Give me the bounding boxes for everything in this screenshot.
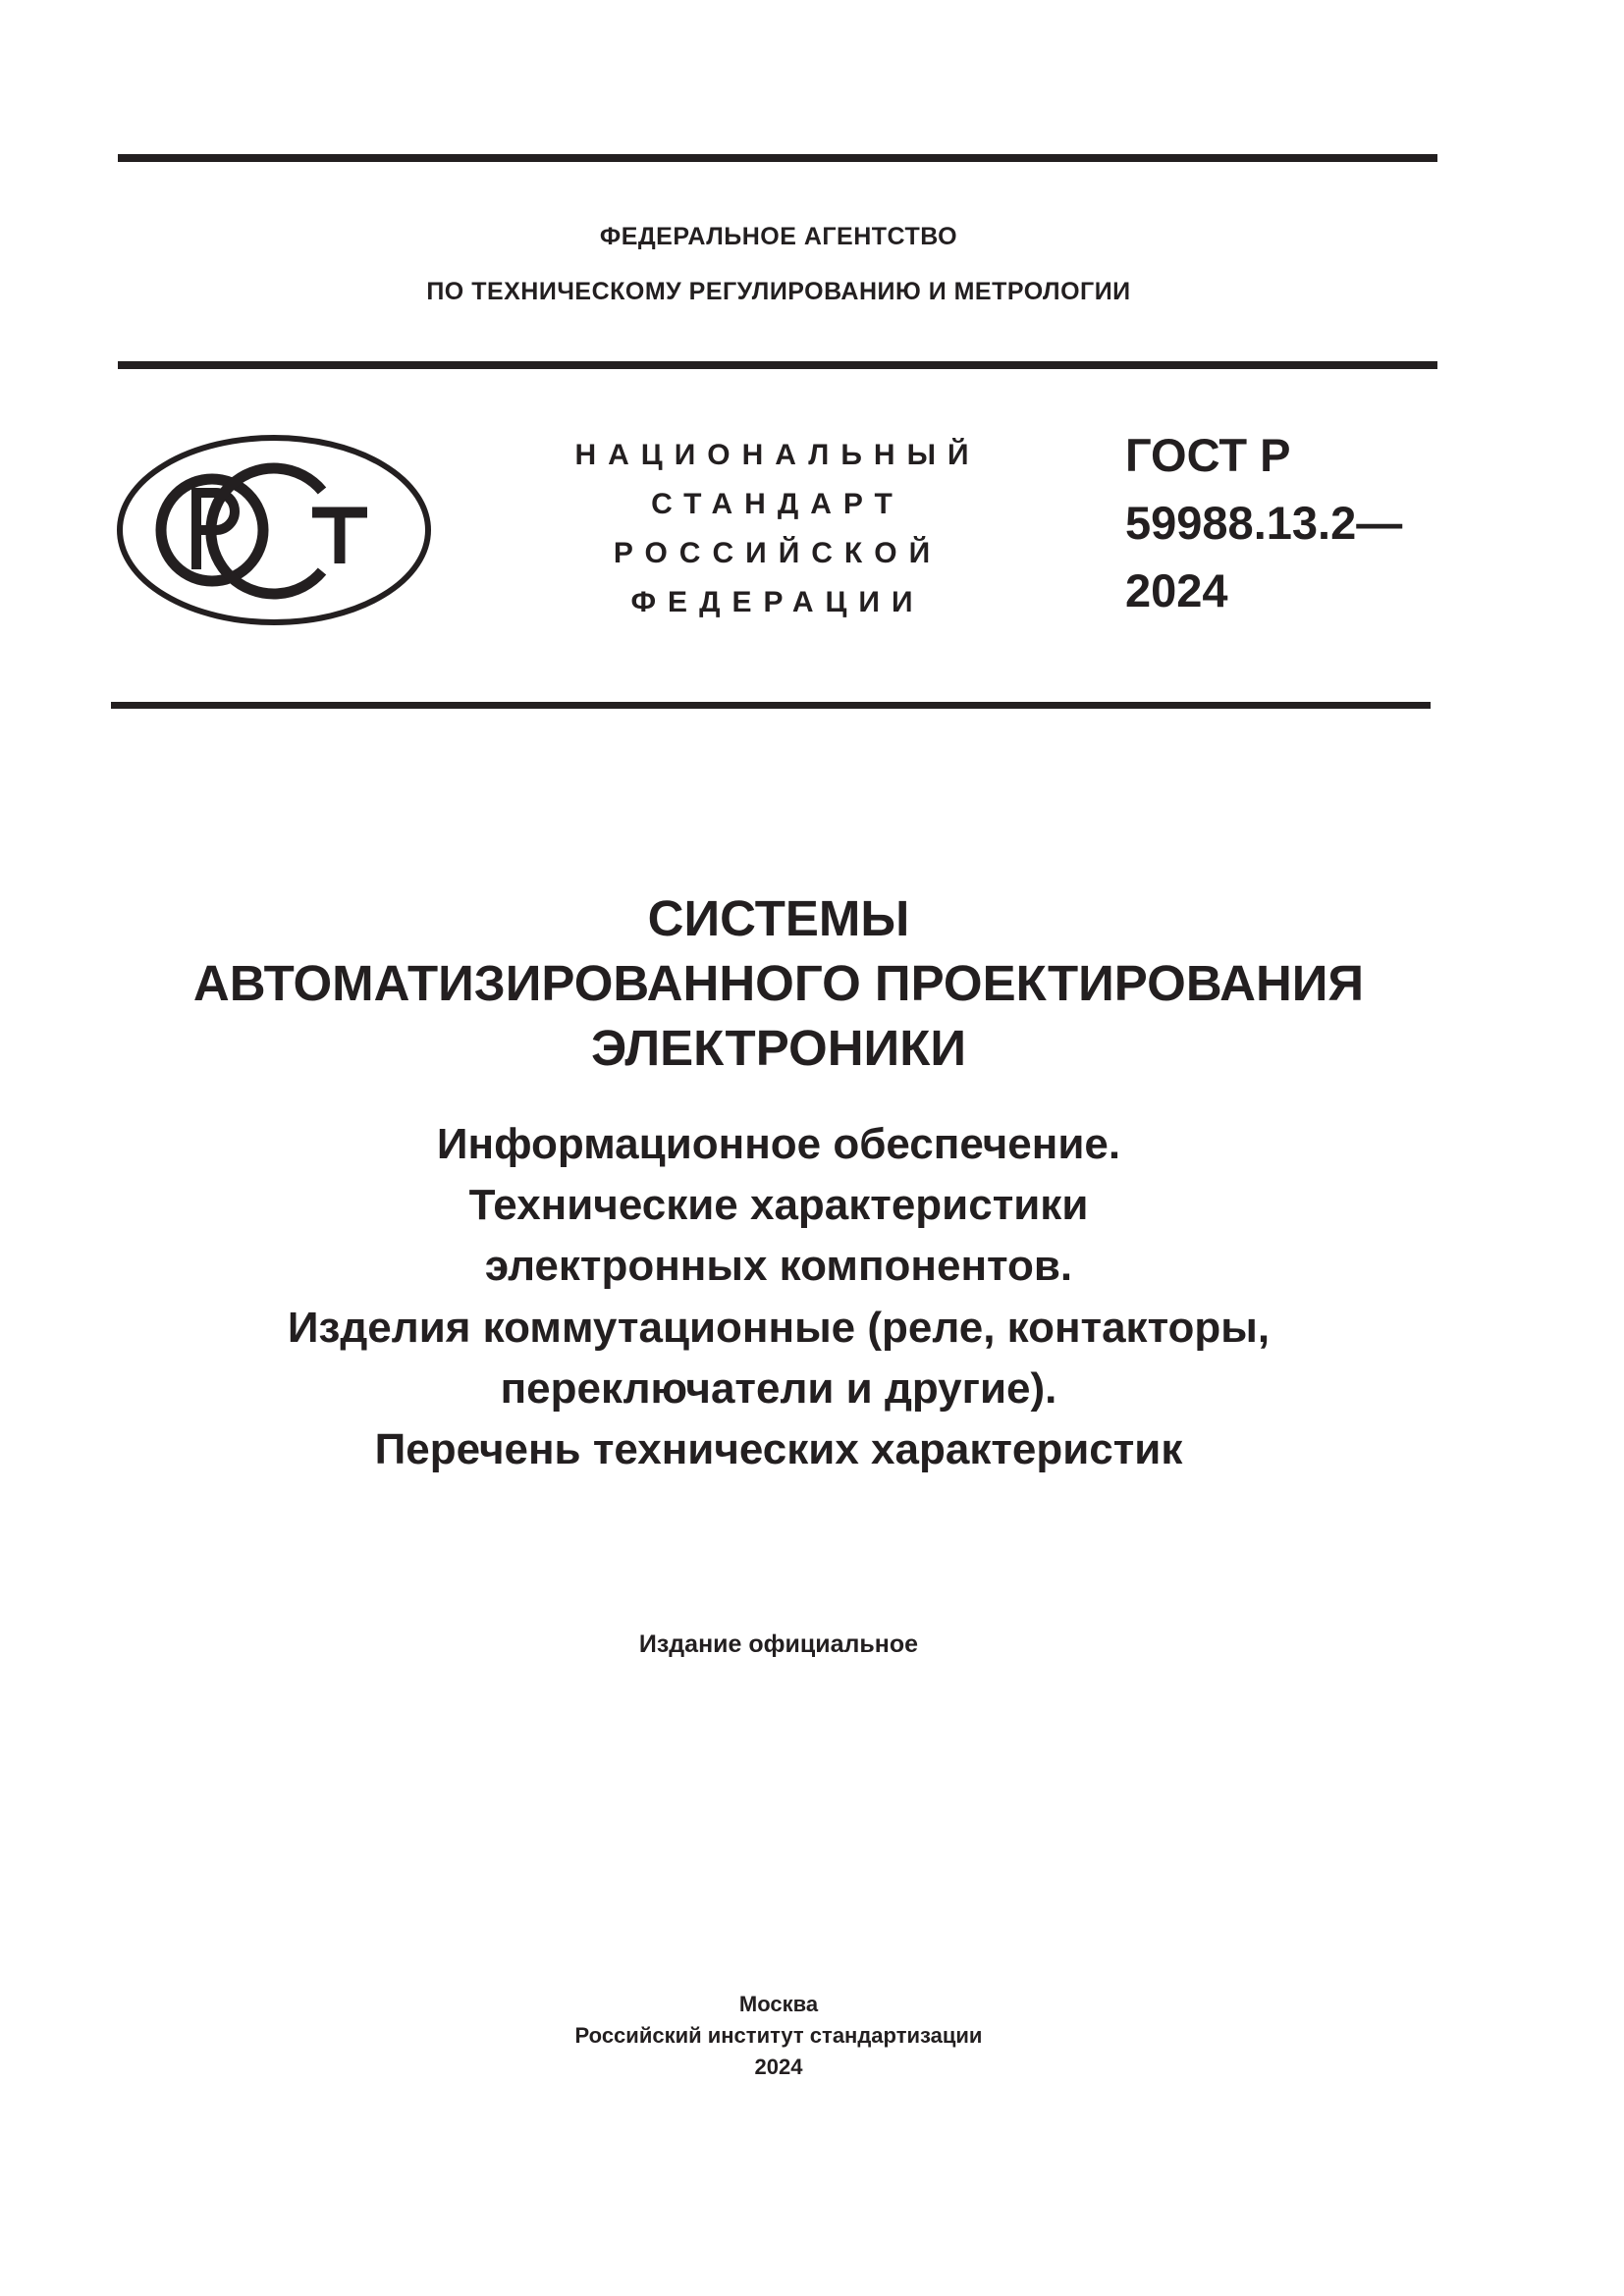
rst-certification-mark-icon bbox=[116, 434, 432, 626]
standard-type-line-2: СТАНДАРТ bbox=[651, 488, 904, 520]
header-rule bbox=[118, 361, 1437, 369]
edition-note: Издание официальное bbox=[638, 1630, 919, 1658]
designation-line-2: 59988.13.2— bbox=[1125, 497, 1403, 549]
designation-line-3: 2024 bbox=[1125, 564, 1228, 616]
subtitle-line-3: электронных компонентов. bbox=[484, 1242, 1073, 1290]
imprint-publisher: Российский институт стандартизации bbox=[574, 2023, 983, 2048]
title-line-2: АВТОМАТИЗИРОВАННОГО ПРОЕКТИРОВАНИЯ bbox=[192, 955, 1365, 1011]
imprint-city: Москва bbox=[738, 1992, 819, 2016]
title-line-3: ЭЛЕКТРОНИКИ bbox=[591, 1020, 966, 1076]
subtitle-line-2: Технические характеристики bbox=[468, 1181, 1089, 1229]
designation-rule bbox=[111, 702, 1431, 709]
imprint-year: 2024 bbox=[754, 2055, 803, 2079]
agency-name-line-2: ПО ТЕХНИЧЕСКОМУ РЕГУЛИРОВАНИЮ И МЕТРОЛОГИИ bbox=[426, 278, 1131, 305]
subtitle-line-5: переключатели и другие). bbox=[500, 1364, 1057, 1413]
standard-type-line-1: НАЦИОНАЛЬНЫЙ bbox=[574, 439, 981, 471]
top-rule bbox=[118, 154, 1437, 162]
subtitle-line-4: Изделия коммутационные (реле, контакторы, bbox=[287, 1304, 1271, 1352]
standard-type-line-4: ФЕДЕРАЦИИ bbox=[630, 586, 925, 618]
title-line-1: СИСТЕМЫ bbox=[647, 890, 910, 946]
designation-line-1: ГОСТ Р bbox=[1125, 429, 1291, 481]
subtitle-line-6: Перечень технических характеристик bbox=[374, 1425, 1183, 1473]
agency-name-line-1: ФЕДЕРАЛЬНОЕ АГЕНТСТВО bbox=[599, 223, 958, 250]
standard-type-line-3: РОССИЙСКОЙ bbox=[613, 537, 943, 569]
subtitle-line-1: Информационное обеспечение. bbox=[436, 1120, 1121, 1168]
